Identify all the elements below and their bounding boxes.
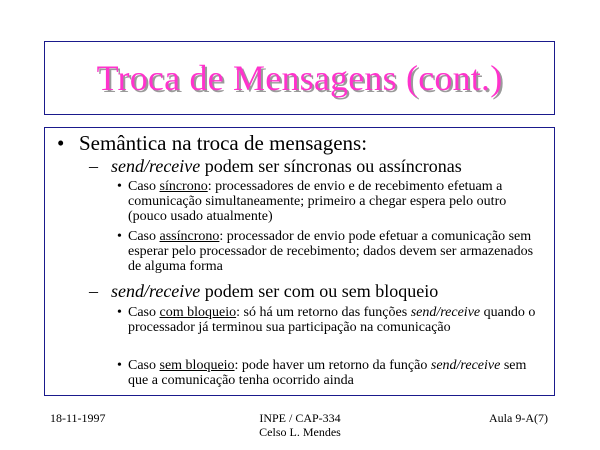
nonblocking-prefix: Caso <box>128 358 160 373</box>
nonblocking-underline: sem bloqueio <box>159 358 235 373</box>
footer-author: Celso L. Mendes <box>259 425 341 439</box>
nonblocking-text <box>128 358 547 388</box>
async-prefix: Caso <box>128 229 160 244</box>
blocking-rest: quando o processador já terminou sua participação na comunicação <box>128 305 536 335</box>
nonblocking-mid: : pode haver um retorno da função <box>234 358 431 373</box>
sub-bullet-icon: • <box>117 179 122 194</box>
footer-date: 18-11-1997 <box>50 411 106 425</box>
content-box <box>44 127 555 396</box>
sync-underline: síncrono <box>159 179 208 194</box>
section2-text <box>111 281 438 301</box>
bullet-icon: • <box>57 131 65 155</box>
sync-text <box>128 179 547 224</box>
level1-text: Semântica na troca de mensagens: <box>79 131 368 155</box>
footer-center <box>200 411 400 439</box>
section1-text <box>111 156 462 176</box>
footer-page: Aula 9-A(7) <box>489 411 548 425</box>
blocking-text <box>128 305 547 335</box>
section2-italic: send/receive <box>111 281 201 301</box>
section1-item-async <box>117 229 547 274</box>
blocking-underline: com bloqueio <box>159 305 237 320</box>
async-text <box>128 229 547 274</box>
slide-title: Troca de Mensagens (cont.) <box>96 58 503 98</box>
sync-prefix: Caso <box>128 179 160 194</box>
blocking-prefix: Caso <box>128 305 160 320</box>
sub-bullet-icon: • <box>117 305 122 320</box>
section1-italic: send/receive <box>111 156 201 176</box>
section2-item-nonblocking <box>117 358 547 388</box>
dash-icon: – <box>89 281 98 301</box>
section1-item-sync <box>117 179 547 224</box>
dash-icon: – <box>89 156 98 176</box>
async-underline: assíncrono <box>159 229 220 244</box>
nonblocking-italic: send/receive <box>430 358 501 373</box>
sync-rest: : processadores de envio e de recebimento efetuam a comunicação simultaneamente; primeiro a chegar espera pelo outro (pouco usado atualmente) <box>128 179 507 224</box>
section1-rest: podem ser síncronas ou assíncronas <box>200 156 462 176</box>
blocking-italic: send/receive <box>410 305 481 320</box>
title-box <box>44 41 555 115</box>
section2-item-blocking <box>117 305 547 335</box>
sub-bullet-icon: • <box>117 358 122 373</box>
sub-bullet-icon: • <box>117 229 122 244</box>
section2-rest: podem ser com ou sem bloqueio <box>200 281 439 301</box>
nonblocking-rest: sem que a comunicação tenha ocorrido ainda <box>128 358 527 388</box>
footer-course: INPE / CAP-334 <box>259 411 341 425</box>
blocking-mid: : só há um retorno das funções <box>236 305 411 320</box>
async-rest: : processador de envio pode efetuar a comunicação sem esperar pelo processador de recebimento; dados devem ser armazenados de alguma forma <box>128 229 534 274</box>
